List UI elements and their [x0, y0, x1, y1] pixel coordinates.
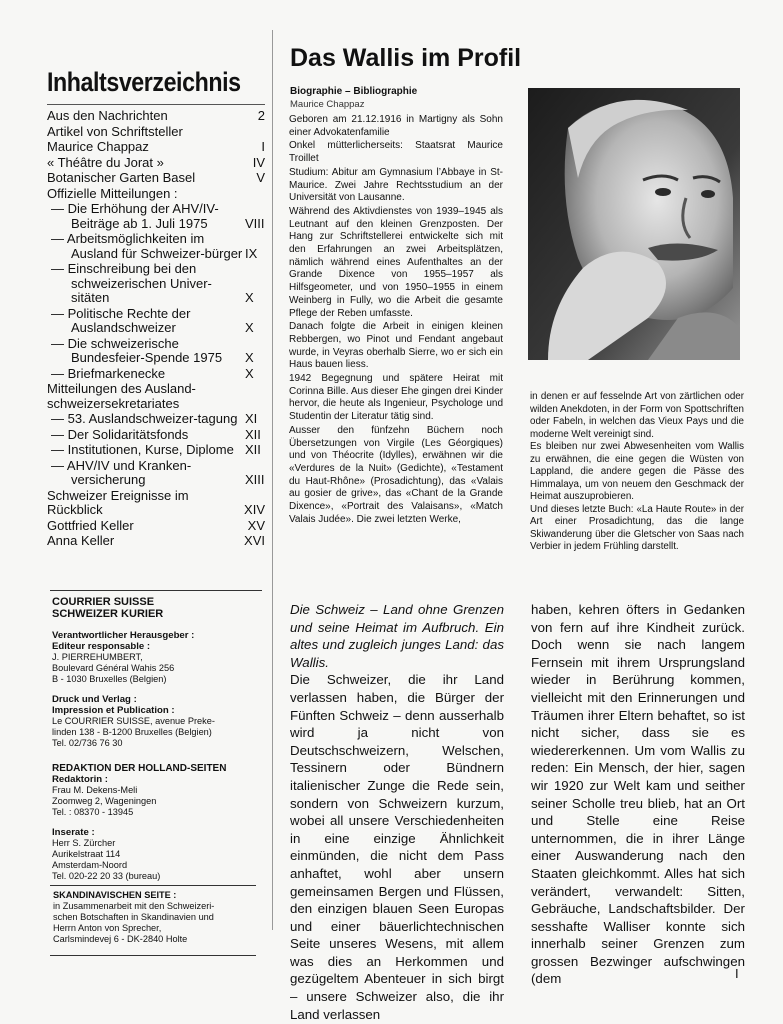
bio-heading: Biographie – Bibliographie [290, 86, 418, 97]
toc-row-label: — Institutionen, Kurse, Diplome [51, 442, 234, 457]
masthead-rule [50, 590, 262, 591]
toc-row-page: IV [252, 154, 265, 170]
column-divider [272, 30, 273, 930]
publisher-label: Verantwortlicher Herausgeber : [52, 630, 195, 641]
toc-row [47, 534, 267, 549]
toc-row-page: XIV [244, 502, 265, 517]
toc-row: — Briefmarkenecke X [51, 365, 254, 381]
right-paragraph: in denen er auf fesselnde Art von zärtlichen oder wilden Anekdoten, in der Form von Spottschriften oder Fabeln, in welchen das Vieux Pays und die moderne Welt vereinigt sind. [530, 391, 744, 440]
toc-row [47, 156, 267, 171]
redaction-line: Frau M. Dekens-Meli [52, 785, 138, 795]
bio-paragraph: 1942 Begegnung und spätere Heirat mit Corinna Bille. Aus dieser Ehe gingen drei Kinder hervor, die heute als Ingenieur, Psychologe und Studentin der Literatur tätig sind. [289, 373, 503, 423]
portrait-photo [528, 88, 740, 360]
right-paragraph: Und dieses letzte Buch: «La Haute Route» in der Art einer Prosadichtung, das die lange Skiwanderung über die Gletscher von Saas nach Verbier in jedem Frühling darstellt. [530, 503, 744, 552]
toc-row [47, 382, 267, 411]
toc-row-page: XV [247, 517, 265, 533]
publisher-label-fr: Editeur responsable : [52, 641, 151, 652]
toc-row: — AHV/IV und Kranken-versicherung XIII [51, 457, 265, 487]
toc-row-label: — Arbeitsmöglichkeiten im Ausland für Schweizer-bürger [51, 231, 243, 261]
right-paragraph: Es bleiben nur zwei Abwesenheiten vom Wallis zu erwähnen, die eine gegen die Wüsten von Lappland, die andere gegen die Pässe des Himmalaya, um von neuem den Geschmack der Heimat auszuprobieren. [530, 441, 744, 502]
body-text-left: Die Schweizer, die ihr Land verlassen haben, die Bürger der Fünften Schweiz – denn ausserhalb wird ja nicht von Deutschschweizern, Welschen, Tessinern oder Bündnern italienischer Zunge die Rede sein, sondern von Schweizern kurzum, wobei all unsere Verschiedenheiten in eine einzige Ähnlichkeit einmünden, die nicht dem Pass anhaftet, wohl aber unsern gemeinsamen Bergen und Flüssen, den einzigen blauen Seen Europas und einer bäuerlichtechnischen Seite unseres Wesens, mit allem was dies an Herkommen und gezügeltem Abenteuer in sich birgt – unsere Schweizer also, die ihr Land verlassen [290, 672, 504, 1022]
ads-label: Inserate : [52, 827, 95, 838]
toc-row-page: XVI [244, 533, 265, 548]
bio-paragraph: Geboren am 21.12.1916 in Martigny als Sohn einer Advokatenfamilie [289, 114, 503, 138]
toc-row-label: Schweizer Ereignisse im Rückblick [47, 487, 189, 517]
toc-row-label: — Politische Rechte der Auslandschweizer [51, 305, 191, 335]
print-line: Le COURRIER SUISSE, avenue Preke- [52, 716, 215, 726]
print-label: Druck und Verlag : [52, 694, 137, 705]
print-line: Tel. 02/736 76 30 [52, 738, 123, 748]
toc-row-label: Artikel von Schriftsteller [47, 123, 183, 139]
toc-row-label: Offizielle Mitteilungen : [47, 185, 178, 201]
toc-row: — 53. Auslandschweizer-tagung XI [51, 411, 258, 426]
bio-paragraph: Danach folgte die Arbeit in einigen kleinen Rebbergen, wo Pinot und Fendant angebaut wurde, in Veyras oberhalb Sierre, wo er sich ein Haus bauen liess. [289, 321, 503, 371]
toc-row [47, 109, 267, 124]
ads-line: Herr S. Zürcher [52, 838, 116, 848]
toc-row-label: — AHV/IV und Kranken-versicherung [51, 457, 192, 487]
toc-row [47, 171, 267, 186]
bio-paragraph: Onkel mütterlicherseits: Staatsrat Maurice Troillet [289, 140, 503, 165]
toc-row-label: Mitteilungen des Ausland-schweizersekretariates [47, 381, 196, 411]
masthead-title-1: COURRIER SUISSE [52, 596, 155, 608]
publisher-line: B - 1030 Bruxelles (Belgien) [52, 674, 167, 684]
redaction-title: REDAKTION DER HOLLAND-SEITEN [52, 763, 227, 774]
toc-row-label: — Die schweizerische Bundesfeier-Spende 1975 [51, 335, 223, 365]
scandinavia-block [53, 890, 253, 945]
toc-row: — Einschreibung bei den schweizerischen Univer-sitäten X [51, 261, 254, 305]
scandinavia-rule [50, 885, 256, 886]
bio-text-block [289, 114, 503, 528]
toc-row-label: Botanischer Garten Basel [47, 170, 196, 185]
bio-paragraph: Während des Aktivdienstes von 1939–1945 als Leutnant auf den kleinen Grenzposten. Der Hang zur Schriftstellerei entwickelte sich mit den Erfahrungen an zwei Arbeitsplätzen, nämlich während eines Aufenthaltes an der Grande Dixence von 1955–1957 als Hilfsgeometer, und von 1950–1955 in einem Weinberg in Fully, wo die Arbeit die gesamte Pflege der Reben umfasste. [289, 205, 503, 319]
toc-row-label: — Die Erhöhung der AHV/IV-Beiträge ab 1. Juli 1975 [51, 201, 219, 231]
toc-row [47, 187, 267, 202]
body-column-left [290, 601, 504, 1023]
bio-subheading: Maurice Chappaz [290, 99, 365, 110]
print-label-fr: Impression et Publication : [52, 705, 175, 716]
redaction-line: Zoomweg 2, Wageningen [52, 796, 157, 806]
toc-row [47, 489, 267, 518]
masthead [52, 596, 252, 891]
ads-line: Amsterdam-Noord [52, 860, 128, 870]
bottom-rule [50, 955, 256, 956]
toc-row-label: Maurice Chappaz [47, 139, 149, 154]
bio-paragraph: Ausser den fünfzehn Büchern noch Übersetzungen von Virgile (Les Géorgiques) und von Théocrite (Idylles), erwähnen wir die «Verdures de la Nuit» (Gedichte), «Testament du Haut-Rhône» (Prosadichtung), das «Valais au gosier de grive», das «Chant de la Grande Dixence», «Portrait des Valaisans», «Match Valais Judée». Die zwei letzten Werke, [289, 424, 503, 525]
toc-row-label: Gottfried Keller [47, 517, 134, 533]
toc-row: — Der Solidaritätsfonds XII [51, 426, 261, 442]
toc-row-page: V [256, 170, 265, 185]
toc-row-label: — Einschreibung bei den schweizerischen Univer-sitäten [51, 261, 212, 305]
right-bio-text-block [530, 391, 744, 554]
bio-paragraph: Studium: Abitur am Gymnasium l’Abbaye in St-Maurice. Zwei Jahre Rechtsstudium an der Universität von Lausanne. [289, 166, 503, 204]
toc-row: — Arbeitsmöglichkeiten im Ausland für Schweizer-bürger IX [51, 231, 258, 261]
scandinavia-line: schen Botschaften in Skandinavien und [53, 912, 214, 922]
scandinavia-title: SKANDINAVISCHEN SEITE : [53, 890, 177, 900]
toc-row-label: — 53. Auslandschweizer-tagung [51, 411, 238, 426]
scandinavia-line: in Zusammenarbeit mit den Schweizeri- [53, 901, 215, 911]
print-line: linden 138 - B-1200 Bruxelles (Belgien) [52, 727, 212, 737]
toc-row: — Politische Rechte der Auslandschweizer X [51, 305, 254, 335]
ads-line: Tel. 020-22 20 33 (bureau) [52, 871, 161, 881]
toc-rows [47, 109, 267, 549]
toc-row: — Die Erhöhung der AHV/IV-Beiträge ab 1. Juli 1975 VIII [51, 201, 265, 231]
body-text-right: haben, kehren öfters in Gedanken von fern auf ihre Kindheit zurück. Doch wenn sie nach langem Fernsein mit ihrem Ursprungsland wieder in Berührung kommen, vielleicht mit den Erinnerungen und Träumen ihrer Eltern behaftet, so ist nicht sicher, dass sie es wiedererkennen. Um vom Wallis zu reden: Ein Mensch, der hier, sagen wir 1920 zur Welt kam und seither seiner Scholle treu blieb, hat an Ort und Stelle eine Reise unternommen, die in ihrer Länge einer Auswanderung nach den Staaten gleichkommt. Alles hat sich verändert, verwandelt: Sitten, Gebräuche, Landschaftsbilder. Der sesshafte Walliser konnte sich innerhalb seiner Grenzen zum grossen Bezwinger aufschwingen (dem [531, 602, 745, 987]
toc-row [47, 125, 267, 140]
toc-row-page: I [261, 139, 265, 154]
table-of-content [47, 55, 267, 550]
toc-row-label: — Der Solidaritätsfonds [51, 426, 189, 442]
scandinavia-line: Herrn Anton von Sprecher, [53, 923, 162, 933]
toc-row-page: 2 [257, 108, 265, 123]
body-column-right [531, 601, 745, 988]
toc-rule [47, 104, 265, 105]
toc-row-label: « Théâtre du Jorat » [47, 154, 164, 170]
toc-heading: Inhaltsverzeichnis [47, 67, 241, 97]
toc-row-label: Anna Keller [47, 533, 115, 548]
toc-row [47, 140, 267, 155]
toc-row-label: — Briefmarkenecke [51, 365, 166, 381]
toc-row [47, 519, 267, 534]
publisher-line: Boulevard Général Wahis 256 [52, 663, 175, 673]
publisher-line: J. PIERREHUMBERT, [52, 652, 143, 662]
toc-row-label: Aus den Nachrichten [47, 108, 168, 123]
body-intro: Die Schweiz – Land ohne Grenzen und seine Heimat im Aufbruch. Ein altes und zugleich junges Land: das Wallis. [290, 602, 504, 670]
toc-row: — Die schweizerische Bundesfeier-Spende 1975 X [51, 335, 254, 365]
toc-row: — Institutionen, Kurse, Diplome XII [51, 442, 261, 457]
page-number: I [735, 966, 739, 981]
scandinavia-line: Carlsmindevej 6 - DK-2840 Holte [53, 934, 188, 944]
ads-line: Aurikelstraat 114 [52, 849, 121, 859]
redaction-label: Redaktorin : [52, 774, 108, 785]
redaction-line: Tel. : 08370 - 13945 [52, 807, 134, 817]
masthead-title-2: SCHWEIZER KURIER [52, 608, 164, 620]
article-title: Das Wallis im Profil [290, 44, 522, 72]
